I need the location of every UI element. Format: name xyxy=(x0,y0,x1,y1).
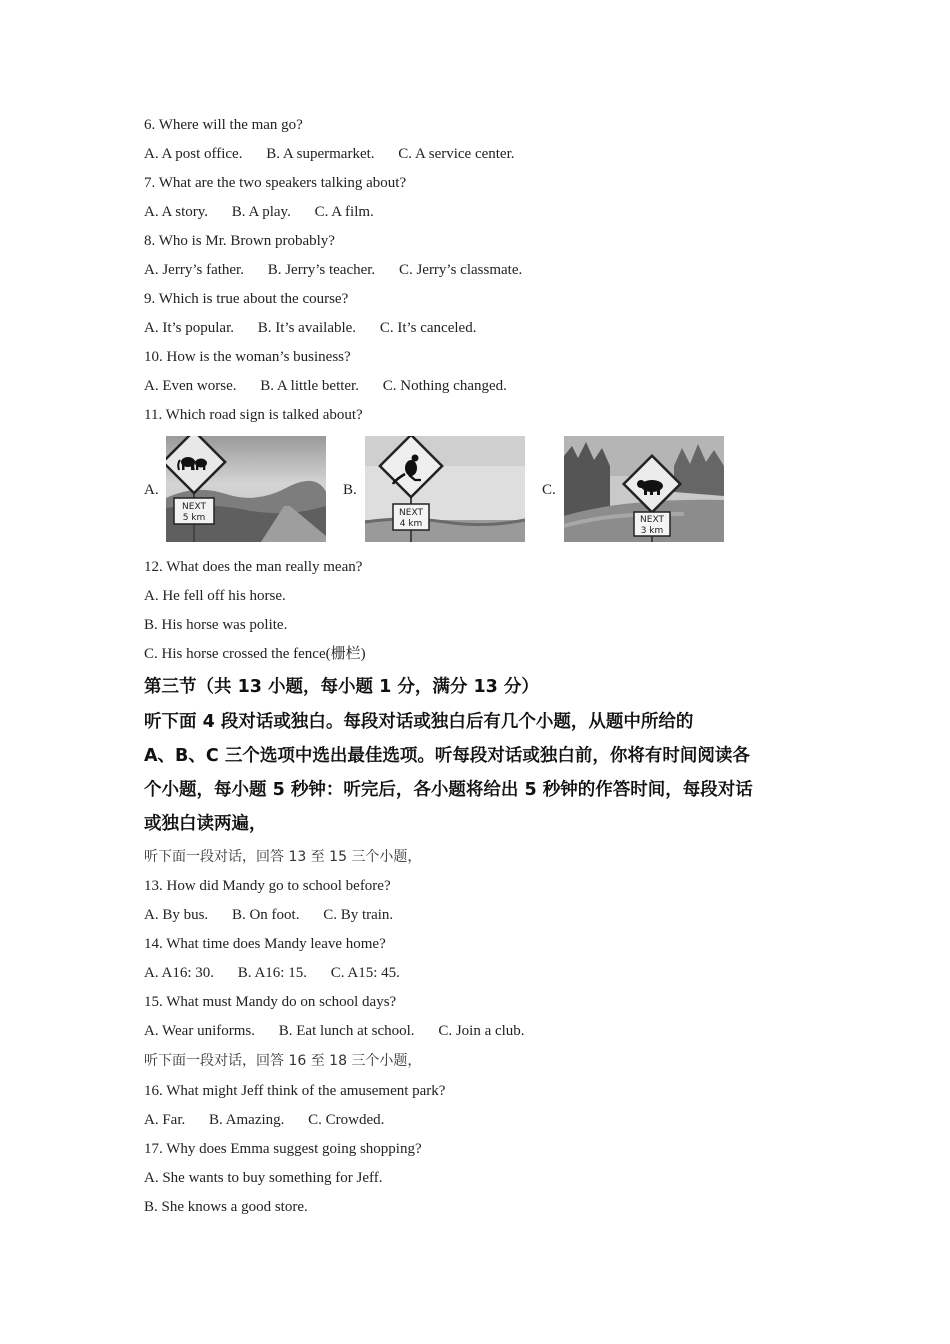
sign-b-text2: 4 km xyxy=(399,519,423,529)
sign-label-a: A. xyxy=(144,482,159,498)
sign-a-text2: 5 km xyxy=(182,513,206,523)
option-a: A. It’s popular. xyxy=(144,320,234,336)
road-sign-image-b xyxy=(365,436,525,542)
question-9: 9. Which is true about the course? xyxy=(144,291,349,307)
option-c: C. It’s canceled. xyxy=(379,320,477,336)
option-b: B. Amazing. xyxy=(209,1112,285,1128)
options-16 xyxy=(144,1110,384,1130)
option-b: B. On foot. xyxy=(231,907,300,923)
option-17b: B. She knows a good store. xyxy=(144,1199,308,1215)
option-17a: A. She wants to buy something for Jeff. xyxy=(144,1170,383,1186)
option-b: B. Eat lunch at school. xyxy=(278,1023,415,1039)
option-a: A. By bus. xyxy=(144,907,209,923)
option-c: C. Nothing changed. xyxy=(382,378,507,394)
option-c: C. Join a club. xyxy=(438,1023,525,1039)
option-b: B. A supermarket. xyxy=(266,146,375,162)
option-c: C. Crowded. xyxy=(308,1112,385,1128)
sign-a-text1: NEXT xyxy=(182,502,206,512)
question-17: 17. Why does Emma suggest going shopping? xyxy=(144,1141,422,1157)
options-14 xyxy=(144,963,400,983)
sign-b-text1: NEXT xyxy=(399,508,423,518)
options-6 xyxy=(144,144,515,164)
options-7 xyxy=(144,202,374,222)
options-10 xyxy=(144,376,507,396)
question-6: 6. Where will the man go? xyxy=(144,117,303,133)
option-c: C. A film. xyxy=(314,204,374,220)
option-a: A. A story. xyxy=(144,204,209,220)
question-13: 13. How did Mandy go to school before? xyxy=(144,878,391,894)
options-9 xyxy=(144,318,476,338)
option-b: B. A16: 15. xyxy=(237,965,307,981)
sign-label-c: C. xyxy=(542,482,556,498)
option-12c: C. His horse crossed the fence(栅栏) xyxy=(144,646,366,662)
question-15: 15. What must Mandy do on school days? xyxy=(144,994,397,1010)
option-a: A. A16: 30. xyxy=(144,965,215,981)
question-16: 16. What might Jeff think of the amusement park? xyxy=(144,1083,446,1099)
option-b: B. Jerry’s teacher. xyxy=(267,262,376,278)
question-14: 14. What time does Mandy leave home? xyxy=(144,936,386,952)
section-heading: 第三节（共 13 小题，每小题 1 分，满分 13 分） xyxy=(144,677,539,697)
section-instruction-3: 个小题，每小题 5 秒钟：听完后，各小题将给出 5 秒钟的作答时间，每段对话 xyxy=(144,780,753,800)
road-sign-image-a xyxy=(166,436,326,542)
option-b: B. A play. xyxy=(231,204,291,220)
road-sign-options xyxy=(144,436,744,544)
group-instruction-1: 听下面一段对话，回答 13 至 15 三个小题， xyxy=(144,849,422,865)
options-8 xyxy=(144,260,522,280)
sign-c-text2: 3 km xyxy=(640,526,664,536)
option-12b: B. His horse was polite. xyxy=(144,617,288,633)
option-a: A. A post office. xyxy=(144,146,243,162)
options-15 xyxy=(144,1021,525,1041)
question-11: 11. Which road sign is talked about? xyxy=(144,407,363,423)
option-c: C. Jerry’s classmate. xyxy=(398,262,523,278)
section-instruction-2: A、B、C 三个选项中选出最佳选项。听每段对话或独白前，你将有时间阅读各 xyxy=(144,746,750,766)
option-a: A. Even worse. xyxy=(144,378,237,394)
sign-label-b: B. xyxy=(343,482,357,498)
option-a: A. Wear uniforms. xyxy=(144,1023,255,1039)
option-a: A. Far. xyxy=(144,1112,186,1128)
option-b: B. It’s available. xyxy=(257,320,357,336)
question-7: 7. What are the two speakers talking about? xyxy=(144,175,407,191)
options-13 xyxy=(144,905,393,925)
option-c: C. A service center. xyxy=(398,146,515,162)
option-12a: A. He fell off his horse. xyxy=(144,588,286,604)
question-10: 10. How is the woman’s business? xyxy=(144,349,351,365)
section-instruction-4: 或独白读两遍， xyxy=(144,814,267,834)
question-8: 8. Who is Mr. Brown probably? xyxy=(144,233,335,249)
option-c: C. By train. xyxy=(323,907,394,923)
road-sign-image-c xyxy=(564,436,724,542)
option-b: B. A little better. xyxy=(260,378,359,394)
option-a: A. Jerry’s father. xyxy=(144,262,244,278)
section-instruction-1: 听下面 4 段对话或独白。每段对话或独白后有几个小题，从题中所给的 xyxy=(144,712,694,732)
option-c: C. A15: 45. xyxy=(330,965,400,981)
question-12: 12. What does the man really mean? xyxy=(144,559,363,575)
sign-c-text1: NEXT xyxy=(640,515,664,525)
group-instruction-2: 听下面一段对话，回答 16 至 18 三个小题， xyxy=(144,1053,422,1069)
